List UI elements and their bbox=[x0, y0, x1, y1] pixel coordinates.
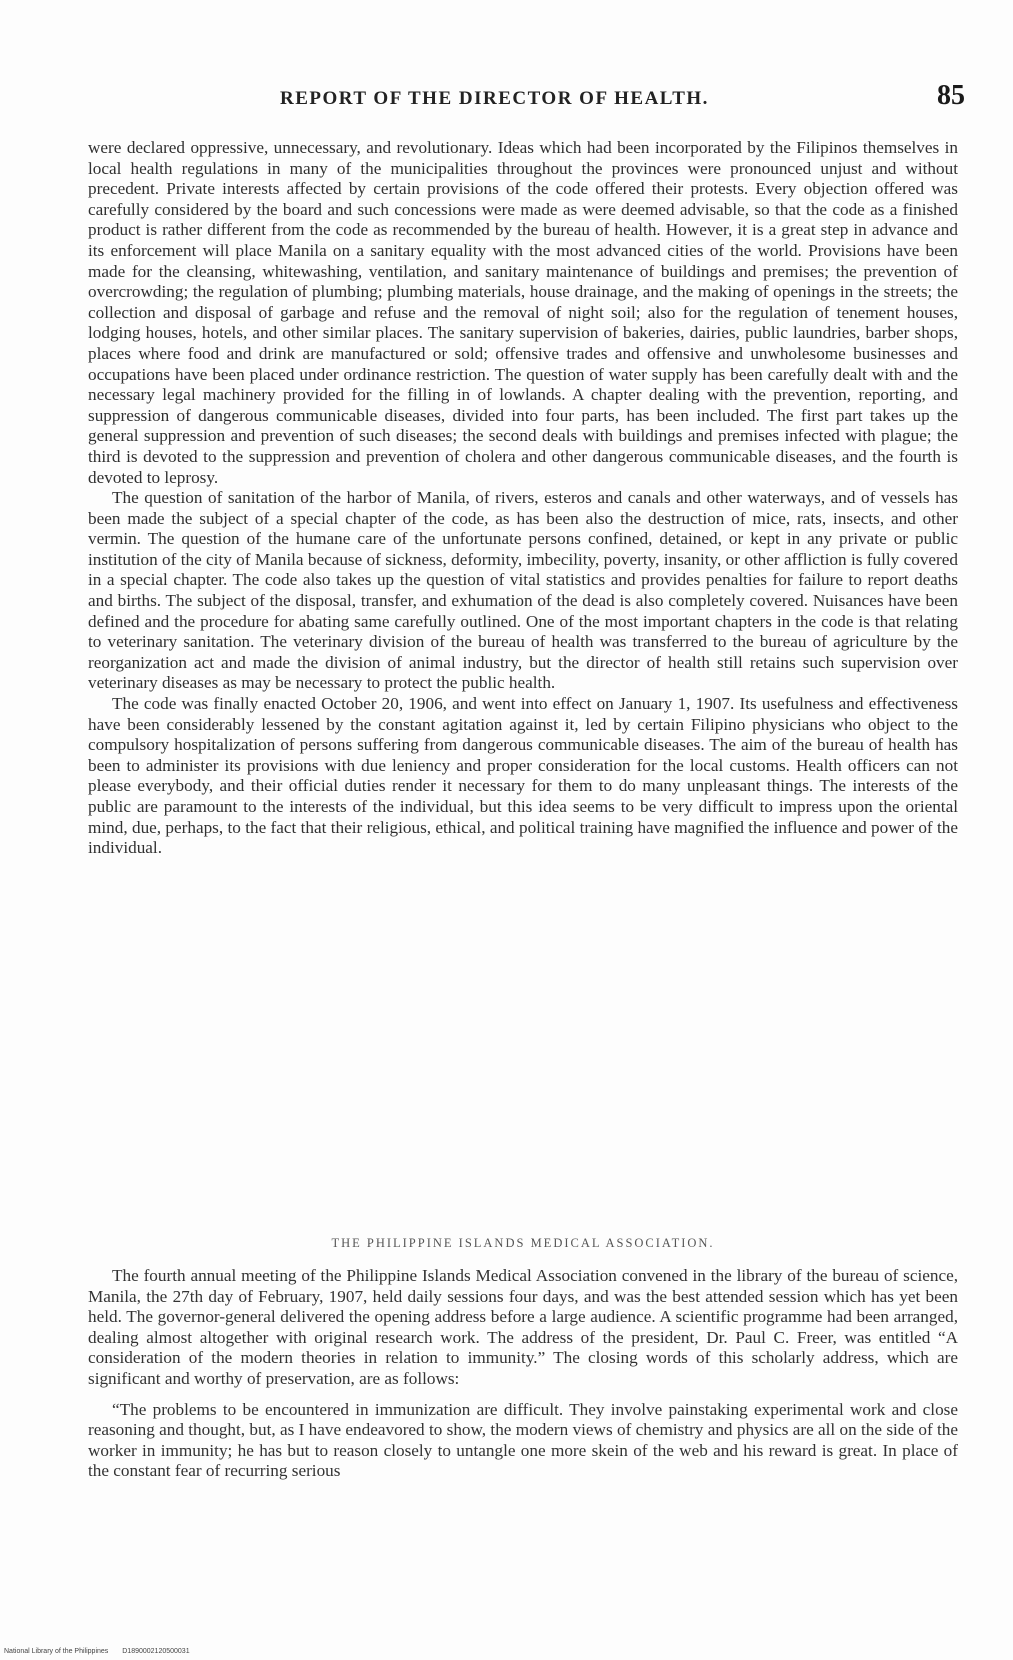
section-text bbox=[88, 1266, 958, 1492]
paragraph: The question of sanitation of the harbor of Manila, of rivers, esteros and canals and other waterways, and of vessels has been made the subject of a special chapter of the code, as has been also the destruction of mice, rats, insects, and other vermin. The question of the humane care of the unfortunate persons confined, detained, or kept in any private or public institution of the city of Manila because of sickness, deformity, imbecility, poverty, insanity, or other affliction is fully covered in a special chapter. The code also takes up the question of vital statistics and provides penalties for failure to report deaths and births. The subject of the disposal, transfer, and exhumation of the dead is also completely covered. Nuisances have been defined and the procedure for abating same carefully outlined. One of the most important chapters in the code is that relating to veterinary sanitation. The veterinary division of the bureau of health was transferred to the bureau of agriculture by the reorganization act and made the division of animal industry, but the director of health still retains such supervision over veterinary diseases as may be necessary to protect the public health. bbox=[88, 488, 958, 693]
paragraph: were declared oppressive, unnecessary, and revolutionary. Ideas which had been incorporated by the Filipinos themselves in local health regulations in many of the municipalities throughout the provinces were pronounced unjust and without precedent. Private interests affected by certain provisions of the code offered their protests. Every objection offered was carefully considered by the board and such concessions were made as were deemed advisable, so that the code as a finished product is rather different from the code as recommended by the bureau of health. However, it is a great step in advance and its enforcement will place Manila on a sanitary equality with the most advanced cities of the world. Provisions have been made for the cleansing, whitewashing, ventilation, and sanitary maintenance of buildings and premises; the prevention of overcrowding; the regulation of plumbing; plumbing materials, house drainage, and the making of openings in the streets; the collection and disposal of garbage and refuse and the removal of night soil; also for the regulation of tenement houses, lodging houses, hotels, and other similar places. The sanitary supervision of bakeries, dairies, public laundries, barber shops, places where food and drink are manufactured or sold; offensive trades and offensive and unwholesome businesses and occupations have been placed under ordinance restriction. The question of water supply has been carefully dealt with and the necessary legal machinery provided for the filling in of lowlands. A chapter dealing with the prevention, reporting, and suppression of dangerous communicable diseases, divided into four parts, has been included. The first part takes up the general suppression and prevention of such diseases; the second deals with buildings and premises infected with plague; the third is devoted to the suppression and prevention of cholera and other dangerous communicable diseases, and the fourth is devoted to leprosy. bbox=[88, 138, 958, 487]
quoted-paragraph: “The problems to be encountered in immunization are difficult. They involve painstaking experimental work and close reasoning and thought, but, as I have endeavored to show, the modern views of chemistry and physics are all on the side of the worker in immunity; he has but to reason closely to untangle one more skein of the web and his reward is great. In place of the constant fear of recurring serious bbox=[88, 1399, 958, 1481]
library-credit: National Library of the Philippines bbox=[4, 1648, 109, 1655]
main-text bbox=[88, 138, 958, 859]
paragraph: The fourth annual meeting of the Philippine Islands Medical Association convened in the library of the bureau of science, Manila, the 27th day of February, 1907, held daily sessions four days, and was the best attended session which has yet been held. The governor-general delivered the opening address before a large audience. A scientific programme had been arranged, dealing almost altogether with original research work. The address of the president, Dr. Paul C. Freer, was entitled “A consideration of the modern theories in relation to immunity.” The closing words of this scholarly address, which are significant and worthy of preservation, are as follows: bbox=[88, 1266, 958, 1388]
scan-footer bbox=[4, 1648, 190, 1655]
running-title: REPORT OF THE DIRECTOR OF HEALTH. bbox=[280, 88, 709, 109]
running-header bbox=[90, 80, 970, 120]
page-number: 85 bbox=[937, 80, 965, 111]
scan-identifier: D1890002120500031 bbox=[122, 1648, 190, 1655]
paragraph: The code was finally enacted October 20, 1906, and went into effect on January 1, 1907. Its usefulness and effectiveness have been considerably lessened by the constant agitation against it, led by certain Filipino physicians who object to the compulsory hospitalization of persons suffering from dangerous communicable diseases. The aim of the bureau of health has been to administer its provisions with due leniency and proper consideration for the local customs. Health officers can not please everybody, and their official duties render it necessary for them to do many unpleasant things. The interests of the public are paramount to the interests of the individual, but this idea seems to be very difficult to impress upon the oriental mind, due, perhaps, to the fact that their religious, ethical, and political training have magnified the influence and power of the individual. bbox=[88, 694, 958, 858]
section-heading: THE PHILIPPINE ISLANDS MEDICAL ASSOCIATION. bbox=[331, 1236, 715, 1250]
